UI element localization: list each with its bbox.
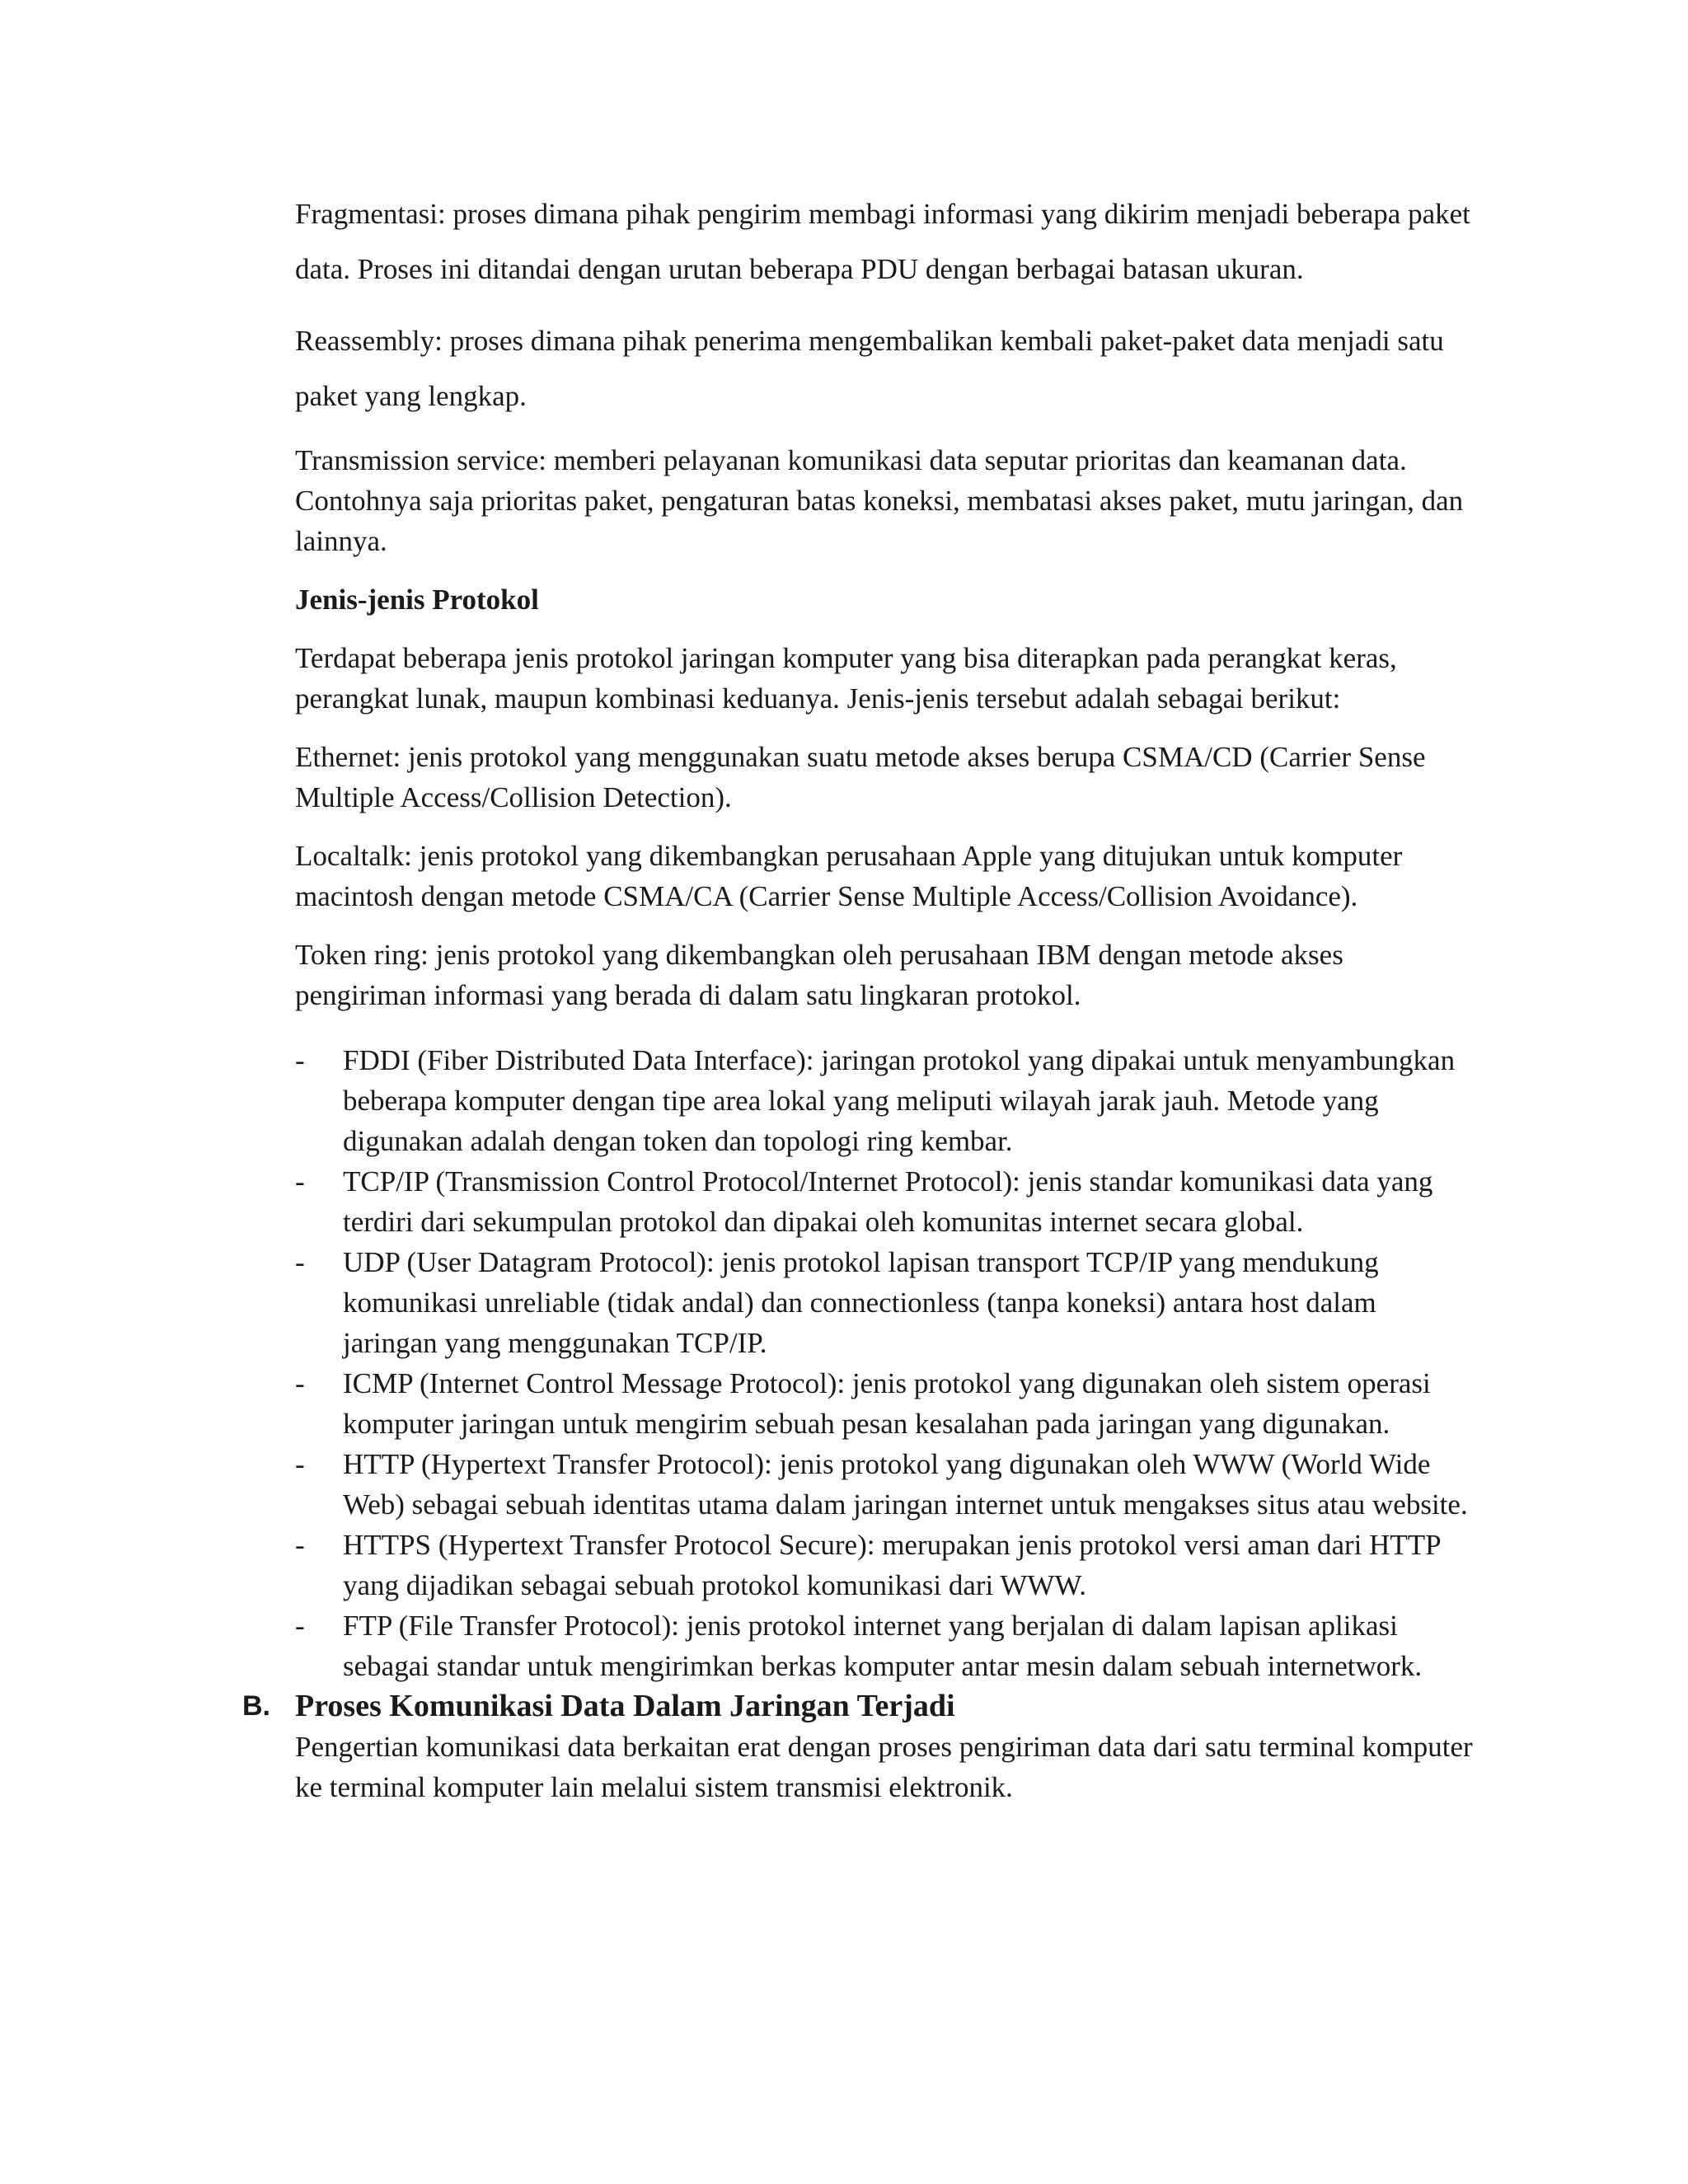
- list-item-text: UDP (User Datagram Protocol): jenis protokol lapisan transport TCP/IP yang mendukung komunikasi unreliable (tidak andal) dan connectionless (tanpa koneksi) antara host dalam jaringan yang menggunakan TCP/IP.: [343, 1246, 1379, 1359]
- bullet-dash: -: [295, 1610, 305, 1642]
- list-item: [295, 1040, 1474, 1161]
- list-item: [295, 1161, 1474, 1242]
- bullet-dash: -: [295, 1367, 305, 1399]
- list-item: [295, 1605, 1474, 1686]
- section-b-title-text: Proses Komunikasi Data Dalam Jaringan Terjadi: [295, 1689, 955, 1723]
- page-content: [242, 186, 1474, 1807]
- paragraph-localtalk: Localtalk: jenis protokol yang dikembangkan perusahaan Apple yang ditujukan untuk komputer macintosh dengan metode CSMA/CA (Carrier Sense Multiple Access/Collision Avoidance).: [295, 840, 1403, 912]
- list-item-text: HTTP (Hypertext Transfer Protocol): jenis protokol yang digunakan oleh WWW (World Wide Web) sebagai sebuah identitas utama dalam jaringan internet untuk mengakses situs atau website.: [343, 1448, 1468, 1521]
- list-item-text: ICMP (Internet Control Message Protocol): jenis protokol yang digunakan oleh sistem operasi komputer jaringan untuk mengirim sebuah pesan kesalahan pada jaringan yang digunakan.: [343, 1367, 1431, 1440]
- bullet-dash: -: [295, 1246, 305, 1278]
- list-item-text: HTTPS (Hypertext Transfer Protocol Secure): merupakan jenis protokol versi aman dari HTTP yang dijadikan sebagai sebuah protokol komunikasi dari WWW.: [343, 1529, 1441, 1601]
- paragraph-reassembly: Reassembly: proses dimana pihak penerima mengembalikan kembali paket-paket data menjadi satu paket yang lengkap.: [295, 325, 1444, 412]
- bullet-dash: -: [295, 1044, 305, 1076]
- paragraph-transmission-service: Transmission service: memberi pelayanan komunikasi data seputar prioritas dan keamanan data. Contohnya saja prioritas paket, pengaturan batas koneksi, membatasi akses paket, mutu jaringan, dan lainnya.: [295, 444, 1464, 557]
- paragraph-fragmentasi: Fragmentasi: proses dimana pihak pengirim membagi informasi yang dikirim menjadi beberapa paket data. Proses ini ditandai dengan urutan beberapa PDU dengan berbagai batasan ukuran.: [295, 198, 1470, 285]
- section-b-body: Pengertian komunikasi data berkaitan erat dengan proses pengiriman data dari satu terminal komputer ke terminal komputer lain melalui sistem transmisi elektronik.: [295, 1731, 1473, 1803]
- bullet-dash: -: [295, 1165, 305, 1197]
- list-item: [295, 1525, 1474, 1605]
- section-b: [242, 1686, 1474, 1807]
- bullet-dash: -: [295, 1448, 305, 1480]
- heading-jenis-protokol: Jenis-jenis Protokol: [295, 583, 539, 616]
- list-item-text: FTP (File Transfer Protocol): jenis protokol internet yang berjalan di dalam lapisan aplikasi sebagai standar untuk mengirimkan berkas komputer antar mesin dalam sebuah internetwork.: [343, 1610, 1423, 1682]
- protocol-bullet-list: [295, 1040, 1474, 1686]
- paragraph-token-ring: Token ring: jenis protokol yang dikembangkan oleh perusahaan IBM dengan metode akses pengiriman informasi yang berada di dalam satu lingkaran protokol.: [295, 939, 1343, 1011]
- list-item: [295, 1363, 1474, 1444]
- section-b-marker: B.: [242, 1690, 270, 1722]
- paragraph-intro-protokol: Terdapat beberapa jenis protokol jaringan komputer yang bisa diterapkan pada perangkat keras, perangkat lunak, maupun kombinasi keduanya. Jenis-jenis tersebut adalah sebagai berikut:: [295, 642, 1397, 715]
- list-item-text: FDDI (Fiber Distributed Data Interface): jaringan protokol yang dipakai untuk menyambungkan beberapa komputer dengan tipe area lokal yang meliputi wilayah jarak jauh. Metode yang digunakan adalah dengan token dan topologi ring kembar.: [343, 1044, 1456, 1157]
- section-b-title: [242, 1686, 1474, 1727]
- paragraph-ethernet: Ethernet: jenis protokol yang menggunakan suatu metode akses berupa CSMA/CD (Carrier Sense Multiple Access/Collision Detection).: [295, 741, 1426, 813]
- bullet-dash: -: [295, 1529, 305, 1561]
- list-item: [295, 1444, 1474, 1525]
- list-item-text: TCP/IP (Transmission Control Protocol/Internet Protocol): jenis standar komunikasi data yang terdiri dari sekumpulan protokol dan dipakai oleh komunitas internet secara global.: [343, 1165, 1433, 1238]
- list-item: [295, 1242, 1474, 1363]
